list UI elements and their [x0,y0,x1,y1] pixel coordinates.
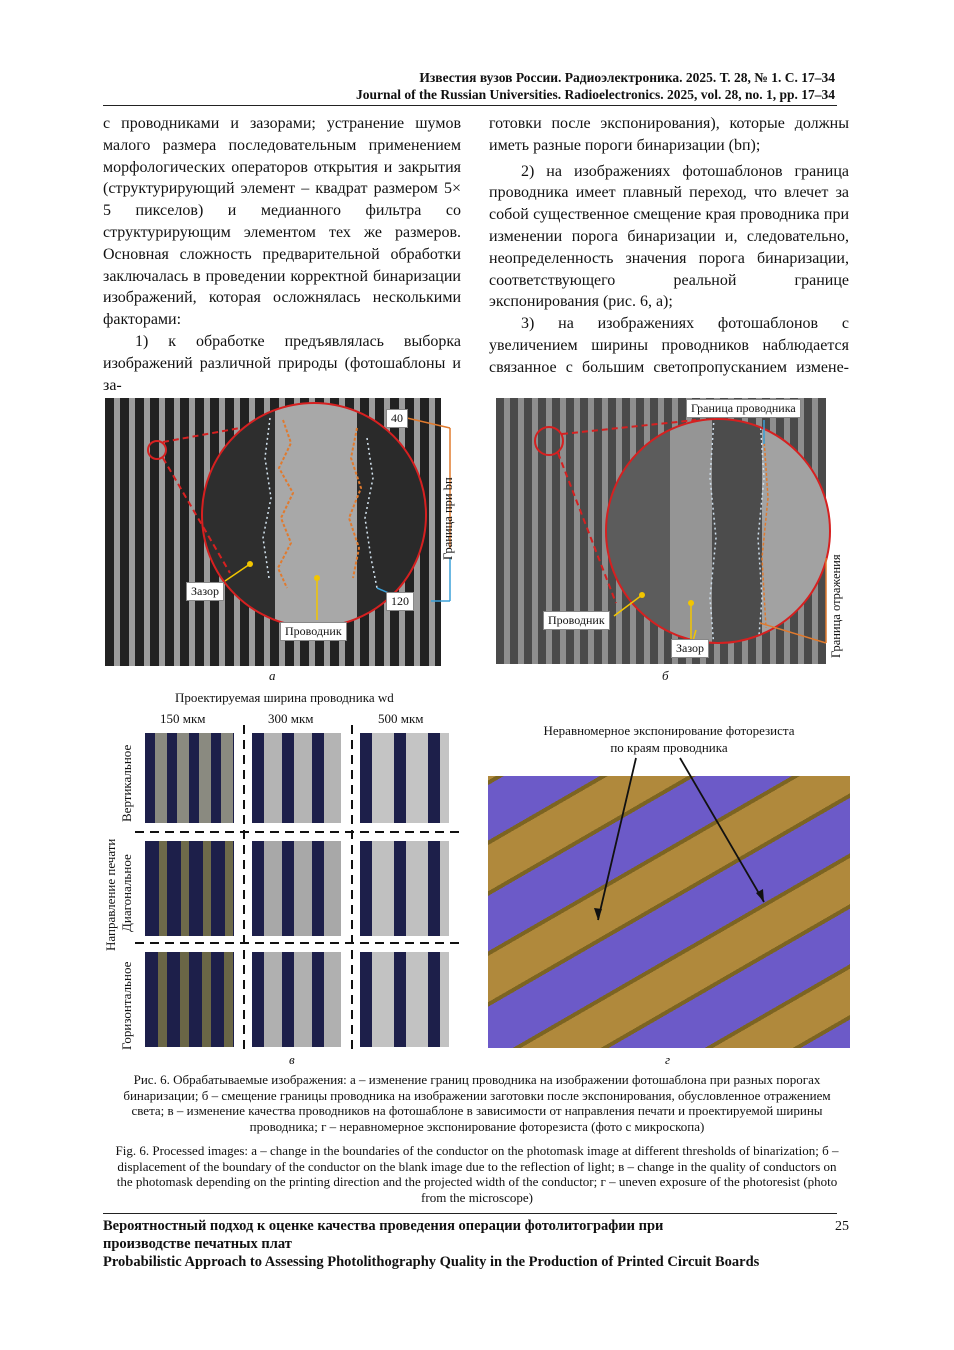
label-conductor-boundary: Граница проводника [686,399,801,418]
width-300: 300 мкм [268,711,314,726]
paragraph: с проводниками и зазорами; устранение шумов малого размера последовательным применением морфологических операторов открытия и закрытия (структурирующий элемент – квадрат размером 5× 5 пикселов) и медианного фильтра со структурирующим элементом тех же размеров. Основная сложность предварительной обработки заключалась в проведении корректной бинаризации изображений, которая осложнялась несколькими факторами: [103,115,461,329]
subfig-label-a: а [269,668,276,683]
row-diagonal-label: Диагональное [119,854,134,932]
label-reflection-boundary: Граница отражения [829,554,843,658]
footer-rule [103,1213,837,1214]
width-500: 500 мкм [378,711,424,726]
caption-ru: Рис. 6. Обрабатываемые изображения: а – изменение границ проводника на изображении фотошаблона при разных порогах бинаризации; б – смещение границы проводника на изображении заготовки после экспонирования, обусловленное отражением света; в – изменение качества проводников на фотошаблоне в зависимости от направления печати и проектируемой ширины проводника; г – неравномерное экспонирование фоторезиста (фото с микроскопа) [123,1072,831,1134]
label-conductor-b: Проводник [543,611,610,630]
subfig-label-d: г [665,1052,671,1067]
row-horizontal-label: Горизонтальное [119,961,134,1050]
annotation-line-2: по краям проводника [610,740,728,755]
body-left-column [103,113,461,396]
row-vertical-label: Вертикальное [119,744,134,822]
label-threshold-boundary: Граница при bп [441,477,455,560]
figure-d-annotation [488,722,850,756]
label-40: 40 [386,409,408,428]
annotation-line-1: Неравномерное экспонирование фоторезиста [543,723,795,738]
caption-en: Fig. 6. Processed images: а – change in the boundaries of the conductor on the photomask image at different thresholds of binarization; б – displacement of the boundary of the conductor on the blank image due to the reflection of light; в – change in the quality of conductors on the photomask depending on the printing direction and the projected width of the conductor; г – uneven exposure of the photoresist (photo from the microscope) [115,1143,839,1205]
paragraph: готовки после экспонирования), которые должны иметь разные пороги бинаризации (bп); [489,115,849,154]
label-gap-b: Зазор [671,639,709,658]
paragraph: 2) на изображениях фотошаблонов граница проводника имеет плавный переход, что влечет за собой существенное смещение края проводника при изменении порога бинаризации и, следовательно, неопределенность значения порога бинаризации, соответствующего реальной границе экспонирования (рис. 6, а); [489,162,849,311]
figure-d-arrows [488,752,850,932]
paragraph: 1) к обработке предъявлялась выборка изображений различной природы (фотошаблоны и за- [103,332,461,394]
figure-c-title: Проектируемая ширина проводника wd [175,690,394,705]
footer-title-en: Probabilistic Approach to Assessing Photolithography Quality in the Production of Printed Circuit Boards [103,1254,760,1270]
label-conductor-a: Проводник [280,622,347,641]
print-direction-label: Направление печати [103,838,118,951]
label-120: 120 [386,592,414,611]
footer-title-ru: Вероятностный подход к оценке качества проведения операции фотолитографии при производстве печатных плат [103,1218,664,1252]
paragraph: 3) на изображениях фотошаблонов с увеличением ширины проводников наблюдается связанное с большим светопропусканием измене- [489,315,849,376]
journal-header-ru: Известия вузов России. Радиоэлектроника. 2025. Т. 28, № 1. С. 17–34 [419,70,835,85]
subfig-label-b: б [662,668,669,683]
figure-c-grid-lines [130,725,470,1055]
page-number: 25 [835,1219,849,1234]
header-rule [103,105,837,106]
journal-header-en: Journal of the Russian Universities. Radioelectronics. 2025, vol. 28, no. 1, pp. 17–34 [355,87,835,102]
subfig-label-c: в [289,1052,295,1067]
label-gap-a: Зазор [186,582,224,601]
body-right-column [489,113,849,379]
width-150: 150 мкм [160,711,206,726]
